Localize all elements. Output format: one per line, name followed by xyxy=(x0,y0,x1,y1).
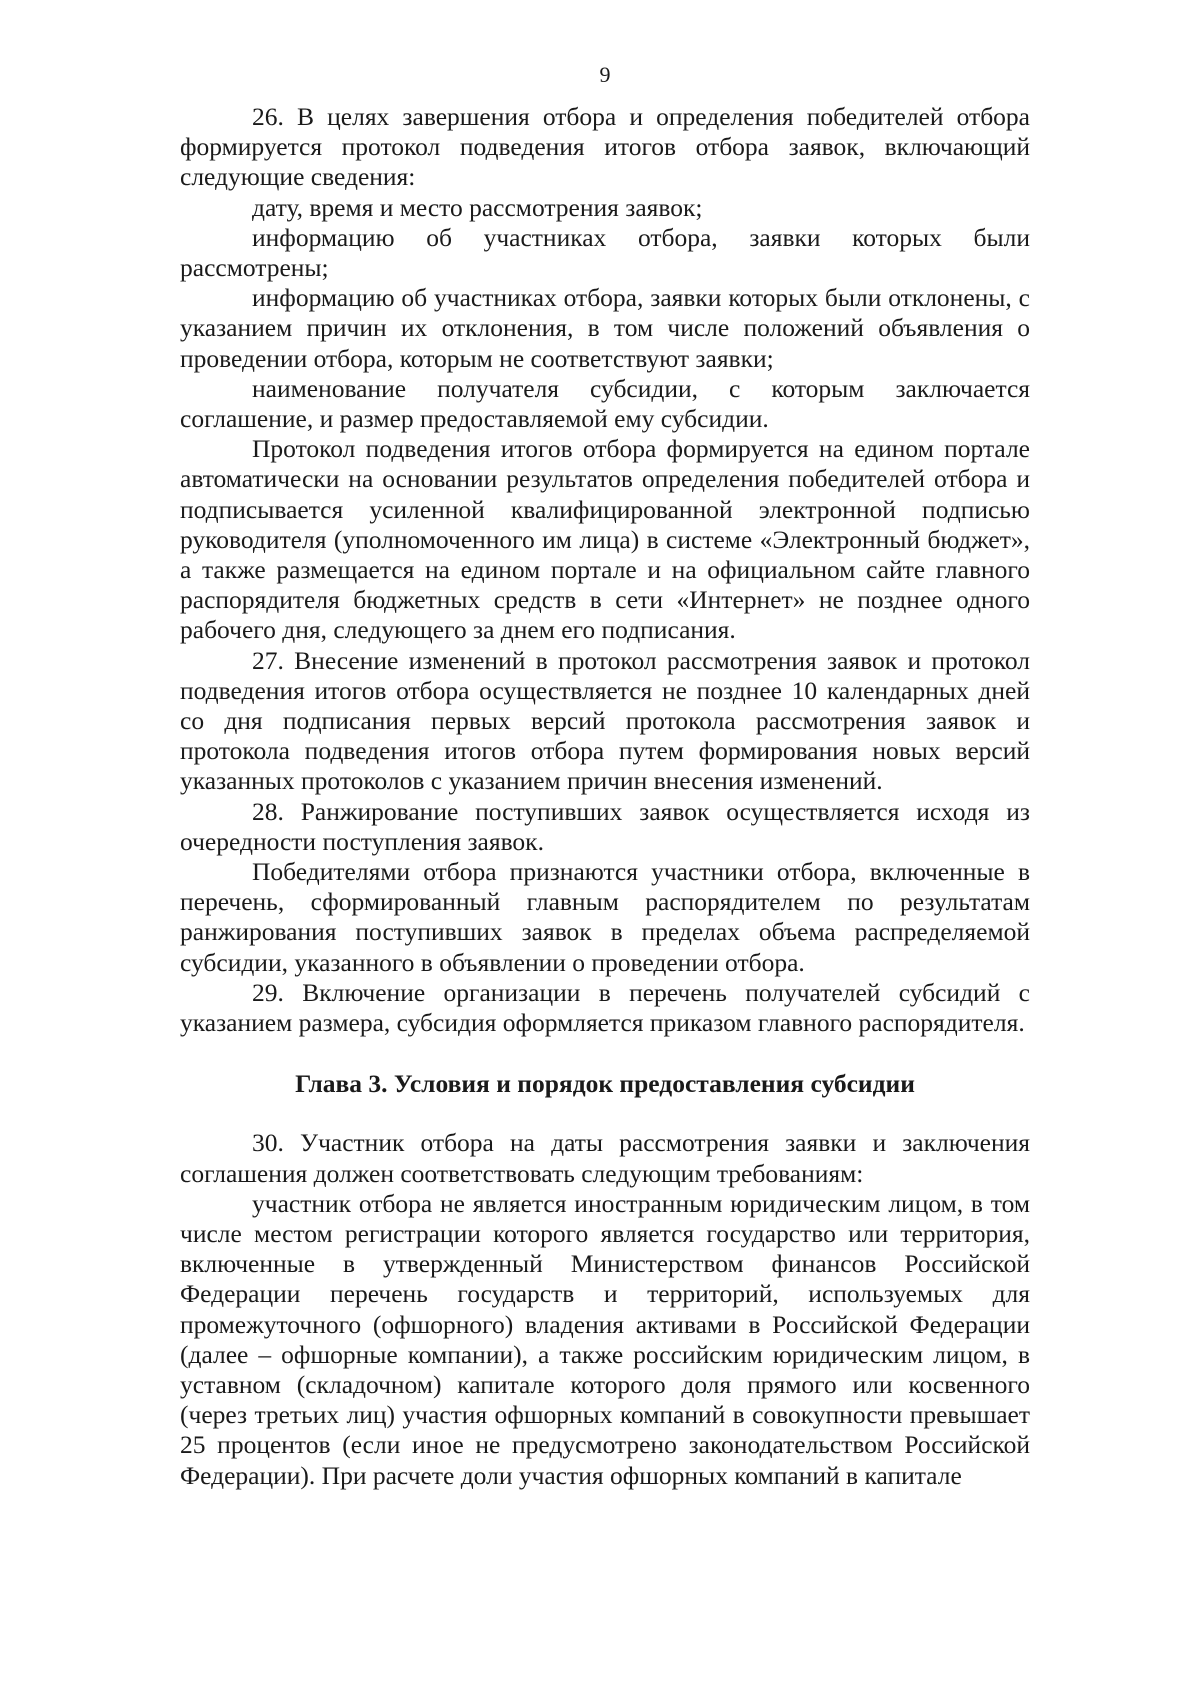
chapter-3-heading: Глава 3. Условия и порядок предоставления субсидии xyxy=(295,1069,915,1099)
list-item-rejected-applications: информацию об участниках отбора, заявки которых были отклонены, с указанием причин их отклонения, в том числе положений объявления о проведении отбора, которым не соответствуют заявки; xyxy=(180,283,1030,373)
paragraph-29: 29. Включение организации в перечень получателей субсидий с указанием размера, субсидия оформляется приказом главного распорядителя. xyxy=(180,977,1030,1038)
paragraph-offshore-requirement: участник отбора не является иностранным юридическим лицом, в том числе местом регистрации которого является государство или территория, включенные в утвержденный Министерством финансов Российской Федерации перечень государств и территорий, используемых для промежуточного (офшорного) владения активами в Российской Федерации (далее – офшорные компании), а также российским юридическим лицом, в уставном (складочном) капитале которого доля прямого или косвенного (через третьих лиц) участия офшорных компаний в совокупности превышает 25 процентов (если иное не предусмотрено законодательством Российской Федерации). При расчете доли участия офшорных компаний в капитале xyxy=(180,1188,1030,1490)
paragraph-28: 28. Ранжирование поступивших заявок осуществляется исходя из очередности поступления заявок. xyxy=(180,796,1030,856)
paragraph-30: 30. Участник отбора на даты рассмотрения заявки и заключения соглашения должен соответствовать следующим требованиям: xyxy=(180,1128,1030,1188)
paragraph-winners: Победителями отбора признаются участники отбора, включенные в перечень, сформированный главным распорядителем по результатам ранжирования поступивших заявок в пределах объема распределяемой субсидии, указанного в объявлении о проведении отбора. xyxy=(180,857,1030,977)
paragraph-26-intro: 26. В целях завершения отбора и определения победителей отбора формируется протокол подведения итогов отбора заявок, включающий следующие сведения: xyxy=(180,102,1030,192)
paragraph-27: 27. Внесение изменений в протокол рассмотрения заявок и протокол подведения итогов отбора осуществляется не позднее 10 календарных дней со дня подписания первых версий протокола рассмотрения заявок и протокола подведения итогов отбора путем формирования новых версий указанных протоколов с указанием причин внесения изменений. xyxy=(180,645,1030,796)
list-item-date-time-place: дату, время и место рассмотрения заявок; xyxy=(252,192,703,222)
list-item-considered-applications: информацию об участниках отбора, заявки которых были рассмотрены; xyxy=(180,222,1030,283)
document-page xyxy=(180,60,1030,1491)
paragraph-protocol-formation: Протокол подведения итогов отбора формируется на едином портале автоматически на основании результатов определения победителей отбора и подписывается усиленной квалифицированной электронной подписью руководителя (уполномоченного им лица) в системе «Электронный бюджет», а также размещается на едином портале и на официальном сайте главного распорядителя бюджетных средств в сети «Интернет» не позднее одного рабочего дня, следующего за днем его подписания. xyxy=(180,434,1030,645)
page-number: 9 xyxy=(599,62,611,87)
list-item-recipient-name: наименование получателя субсидии, с которым заключается соглашение, и размер предоставляемой ему субсидии. xyxy=(180,373,1030,434)
